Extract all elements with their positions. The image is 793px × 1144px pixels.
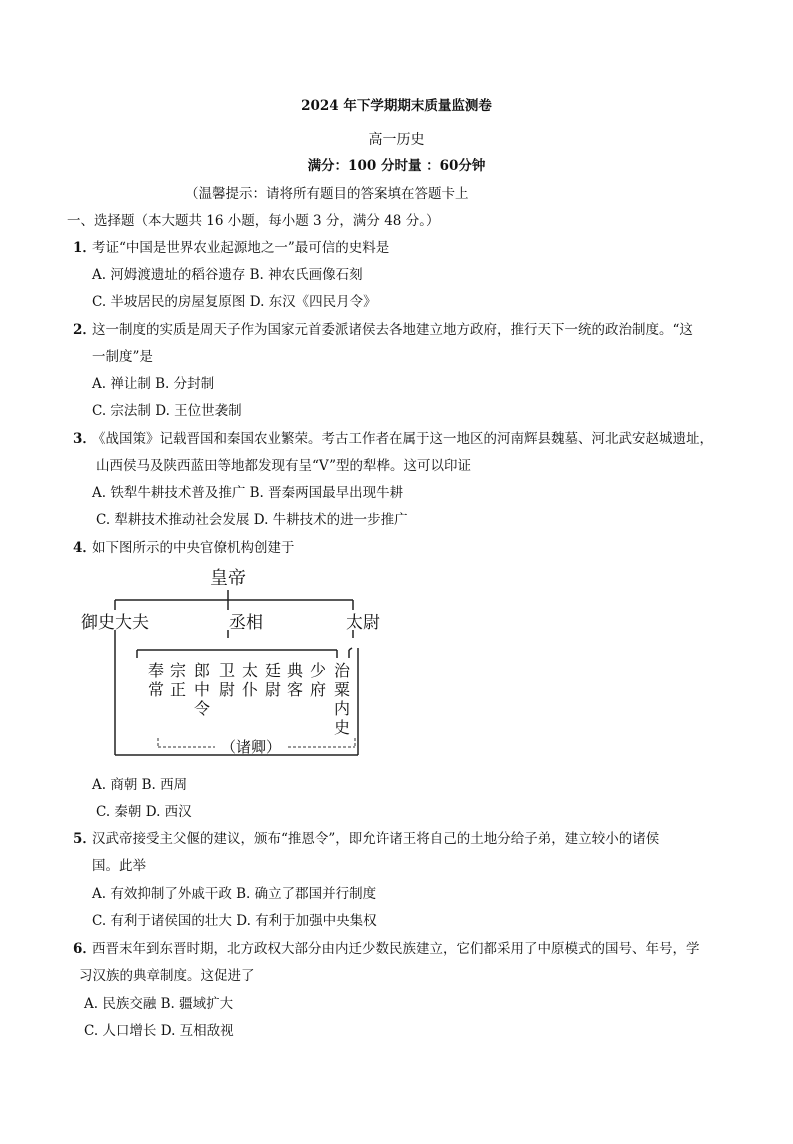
question-text: 山西侯马及陕西蓝田等地都发现有呈“V”型的犁桦。这可以印证 bbox=[96, 458, 472, 474]
minister-label: 治粟内史 bbox=[333, 661, 351, 737]
answer-options: C. 人口增长 D. 互相敌视 bbox=[84, 1023, 234, 1039]
answer-options: A. 民族交融 B. 疆域扩大 bbox=[84, 996, 234, 1012]
official-structure-diagram bbox=[70, 560, 390, 765]
score-time: 满分：100 分时量 ：60分钟 bbox=[307, 158, 486, 174]
minister-label: 太仆 bbox=[241, 661, 259, 699]
question-text: 一制度”是 bbox=[92, 349, 153, 365]
question-text: 《战国策》记载晋国和秦国农业繁荣。考古工作者在属于这一地区的河南辉县魏墓、河北武安赵城遗址， bbox=[92, 431, 713, 447]
exam-title: 2024 年下学期期末质量监测卷 bbox=[301, 98, 492, 114]
answer-options: A. 禅让制 B. 分封制 bbox=[92, 376, 215, 392]
question-number: 1． bbox=[73, 240, 96, 256]
question-number: 5． bbox=[73, 831, 96, 847]
answer-options: C. 宗法制 D. 王位世袭制 bbox=[92, 403, 242, 419]
group-label: （诸卿） bbox=[220, 738, 282, 756]
answer-options: C. 犁耕技术推动社会发展 D. 牛耕技术的进一步推广 bbox=[96, 512, 408, 528]
yushi-label: 御史大夫 bbox=[81, 613, 149, 633]
question-text: 国。此举 bbox=[92, 858, 146, 874]
chengxiang-label: 丞相 bbox=[229, 613, 263, 633]
minister-label: 廷尉 bbox=[264, 661, 282, 699]
minister-label: 奉常 bbox=[147, 661, 165, 699]
section-heading: 一、选择题（本大题共 16 小题，每小题 3 分，满分 48 分。） bbox=[67, 213, 440, 229]
question-number: 4． bbox=[73, 540, 96, 556]
tip-text: （温馨提示：请将所有题目的答案填在答题卡上 bbox=[185, 186, 469, 202]
minister-label: 典客 bbox=[286, 661, 304, 699]
answer-options: A. 商朝 B. 西周 bbox=[92, 777, 188, 793]
answer-options: C. 秦朝 D. 西汉 bbox=[96, 804, 192, 820]
question-text: 考证“中国是世界农业起源地之一”最可信的史料是 bbox=[92, 240, 390, 256]
question-text: 如下图所示的中央官僚机构创建于 bbox=[92, 540, 295, 556]
answer-options: A. 有效抑制了外戚干政 B. 确立了郡国并行制度 bbox=[92, 886, 377, 902]
question-number: 3． bbox=[73, 431, 96, 447]
answer-options: A. 河姆渡遗址的稻谷遗存 B. 神农氏画像石刻 bbox=[92, 267, 363, 283]
answer-options: C. 半坡居民的房屋复原图 D. 东汉《四民月令》 bbox=[92, 294, 377, 310]
subject-title: 高一历史 bbox=[368, 132, 425, 148]
emperor-label: 皇帝 bbox=[210, 568, 246, 589]
question-number: 2． bbox=[73, 322, 96, 338]
minister-label: 郎中令 bbox=[193, 661, 211, 718]
question-text: 汉武帝接受主父偃的建议，颁布“推恩令”，即允许诸王将自己的土地分给子弟，建立较小的诸侯 bbox=[92, 831, 660, 847]
minister-label: 少府 bbox=[309, 661, 327, 699]
question-text: 这一制度的实质是周天子作为国家元首委派诸侯去各地建立地方政府，推行天下一统的政治制度。“这 bbox=[92, 322, 693, 338]
minister-label: 宗正 bbox=[169, 661, 187, 699]
taiwei-label: 太尉 bbox=[346, 613, 380, 633]
question-text: 西晋末年到东晋时期，北方政权大部分由内迁少数民族建立，它们都采用了中原模式的国号、年号，学 bbox=[92, 941, 700, 957]
question-number: 6． bbox=[73, 941, 96, 957]
question-text: 习汉族的典章制度。这促进了 bbox=[79, 968, 255, 984]
minister-label: 卫尉 bbox=[218, 661, 236, 699]
answer-options: C. 有利于诸侯国的壮大 D. 有利于加强中央集权 bbox=[92, 913, 377, 929]
answer-options: A. 铁犁牛耕技术普及推广 B. 晋秦两国最早出现牛耕 bbox=[92, 485, 404, 501]
